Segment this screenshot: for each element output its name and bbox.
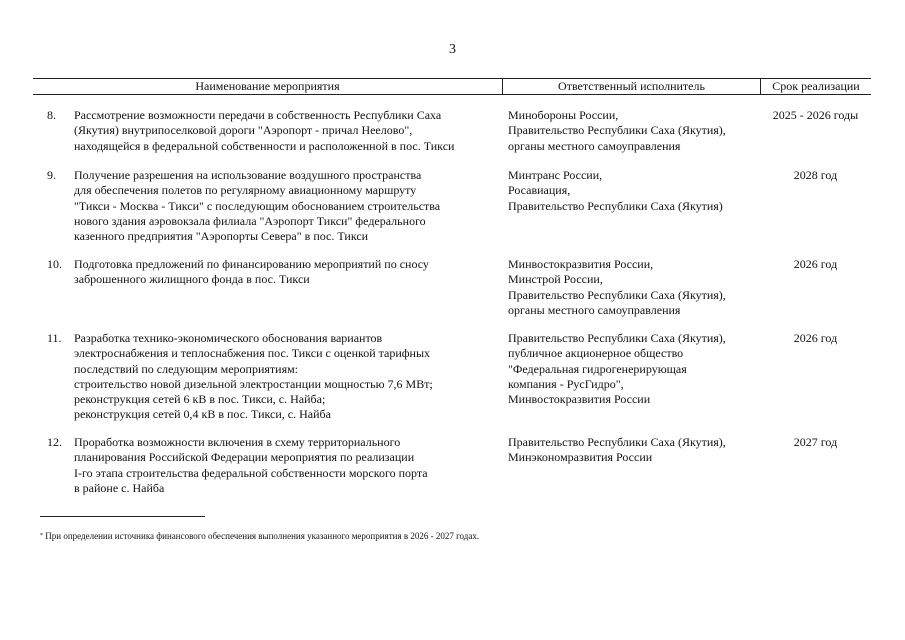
row-term: 2027 год [793, 435, 838, 449]
row-number: 8. [47, 108, 56, 122]
desc-line: нового здания аэровокзала филиала "Аэропорт Тикси" федерального [74, 213, 426, 228]
row-description [74, 168, 494, 244]
desc-line: Подготовка предложений по финансированию мероприятий по сносу [74, 257, 429, 271]
desc-line: I-го этапа строительства федеральной собственности морского порта [74, 465, 428, 480]
resp-line: Правительство Республики Саха (Якутия), [508, 287, 726, 302]
desc-line: планирования Российской Федерации мероприятия по реализации [74, 450, 415, 465]
resp-line: Правительство Республики Саха (Якутия) [508, 198, 723, 213]
resp-line: Минтранс России, [508, 168, 603, 182]
desc-line: "Тикси - Москва - Тикси" с последующим обоснованием строительства [74, 198, 441, 213]
row-description [74, 257, 494, 288]
desc-line: последствий по следующим мероприятиям: [74, 361, 299, 376]
footnote-divider [40, 516, 205, 517]
desc-line: реконструкция сетей 6 кВ в пос. Тикси, с. Найба; [74, 392, 326, 407]
resp-line: Правительство Республики Саха (Якутия), [508, 435, 726, 449]
row-number: 12. [47, 435, 62, 449]
row-number: 9. [47, 168, 56, 182]
header-responsible: Ответственный исполнитель [502, 79, 760, 94]
resp-line: компания - РусГидро", [508, 376, 624, 391]
desc-line: Получение разрешения на использование воздушного пространства [74, 168, 422, 182]
row-term: 2028 год [793, 168, 838, 182]
resp-line: Минобороны России, [508, 108, 619, 122]
desc-line: казенного предприятия "Аэропорты Севера" в пос. Тикси [74, 229, 369, 244]
header-name: Наименование мероприятия [195, 79, 340, 93]
row-responsible [508, 257, 758, 318]
resp-line: органы местного самоуправления [508, 302, 681, 317]
desc-line: Разработка технико-экономического обоснования вариантов [74, 331, 383, 345]
row-number: 11. [47, 331, 62, 345]
desc-line: Рассмотрение возможности передачи в собственность Республики Саха [74, 108, 442, 122]
resp-line: Минвостокразвития России, [508, 257, 654, 271]
row-responsible [508, 168, 758, 214]
desc-line: электроснабжения и теплоснабжения пос. Тикси с оценкой тарифных [74, 346, 431, 361]
desc-line: для обеспечения полетов по регулярному авиационному маршруту [74, 183, 417, 198]
desc-line: заброшенного жилищного фонда в пос. Тикси [74, 272, 310, 287]
desc-line: в районе с. Найба [74, 480, 165, 495]
desc-line: находящейся в федеральной собственности и расположенной в пос. Тикси [74, 138, 455, 153]
row-description [74, 331, 494, 423]
row-term: 2025 - 2026 годы [772, 108, 859, 122]
footnote-mark: * [40, 533, 43, 539]
page-number: 3 [449, 42, 456, 57]
row-responsible [508, 331, 758, 407]
row-term: 2026 год [793, 331, 838, 345]
row-description [74, 108, 494, 154]
resp-line: Правительство Республики Саха (Якутия), [508, 123, 726, 138]
resp-line: Минэкономразвития России [508, 450, 653, 465]
row-responsible [508, 435, 758, 466]
desc-line: реконструкция сетей 0,4 кВ в пос. Тикси, с. Найба [74, 407, 331, 422]
resp-line: органы местного самоуправления [508, 138, 681, 153]
resp-line: Правительство Республики Саха (Якутия), [508, 331, 726, 345]
resp-line: Минстрой России, [508, 272, 603, 287]
table-header [33, 78, 871, 95]
row-description [74, 435, 494, 496]
header-term: Срок реализации [760, 79, 871, 94]
row-responsible [508, 108, 758, 154]
row-number: 10. [47, 257, 62, 271]
resp-line: "Федеральная гидрогенерирующая [508, 361, 687, 376]
resp-line: Росавиация, [508, 183, 571, 198]
desc-line: (Якутия) внутрипоселковой дороги "Аэропорт - причал Неелово", [74, 123, 413, 138]
desc-line: Проработка возможности включения в схему территориального [74, 435, 401, 449]
footnote-text: При определении источника финансового обеспечения выполнения указанного мероприятия в 2026 - 2027 годах. [45, 531, 480, 541]
resp-line: Минвостокразвития России [508, 392, 651, 407]
resp-line: публичное акционерное общество [508, 346, 684, 361]
footnote [40, 530, 860, 542]
desc-line: строительство новой дизельной электростанции мощностью 7,6 МВт; [74, 376, 433, 391]
row-term: 2026 год [793, 257, 838, 271]
